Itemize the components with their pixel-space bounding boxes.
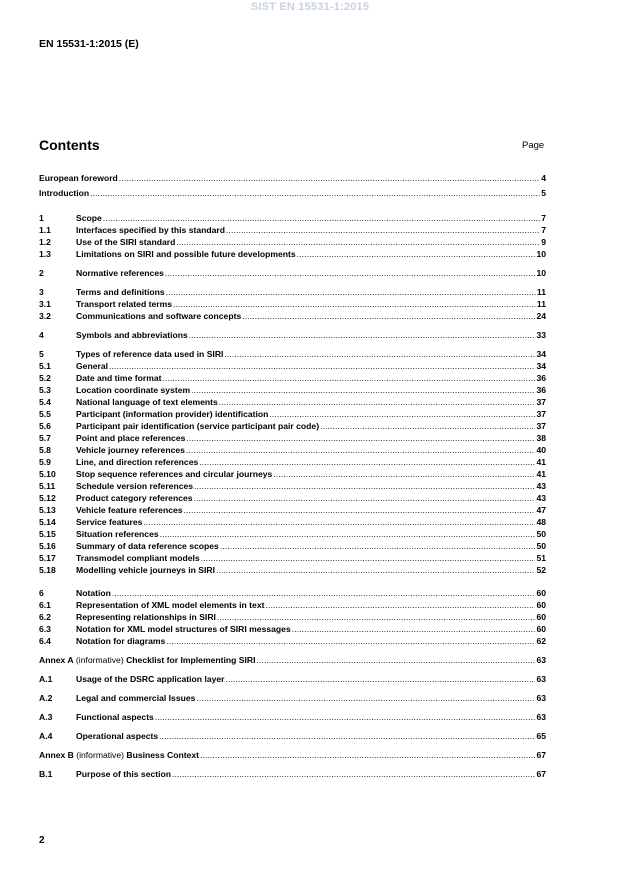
toc-leader-dots: [143, 516, 535, 528]
toc-section-number: 5.10: [39, 469, 56, 479]
toc-section-number: 6.2: [39, 612, 51, 622]
toc-title-text: Functional aspects: [76, 712, 154, 722]
toc-title-text: Interfaces specified by this standard: [76, 225, 226, 235]
toc-title-text: Point and place references: [76, 433, 186, 443]
toc-title-text: Location coordinate system: [76, 385, 191, 395]
toc-entry[interactable]: [39, 187, 546, 199]
toc-section-title: [76, 564, 215, 576]
toc-title-text: Situation references: [76, 529, 159, 539]
toc-entry[interactable]: [39, 599, 546, 611]
toc-page-number: 24: [536, 311, 546, 321]
toc-leader-dots: [200, 749, 535, 761]
toc-entry[interactable]: [39, 372, 546, 384]
toc-section-number: 5.4: [39, 397, 51, 407]
toc-page-number: 5: [541, 188, 546, 198]
toc-title-text: Terms and definitions: [76, 287, 165, 297]
toc-entry[interactable]: [39, 480, 546, 492]
toc-section-number: 5.12: [39, 493, 56, 503]
toc-entry[interactable]: [39, 329, 546, 341]
toc-title-text: National language of text elements: [76, 397, 218, 407]
toc-section-number: 4: [39, 330, 44, 340]
toc-section-title: [76, 552, 200, 564]
toc-section-title: [76, 396, 218, 408]
toc-page-number: 9: [541, 237, 546, 247]
toc-leader-dots: [196, 692, 535, 704]
toc-title-text: European foreword: [39, 173, 118, 183]
toc-page-number: 60: [536, 588, 546, 598]
toc-leader-dots: [273, 468, 535, 480]
toc-section-number: 6.4: [39, 636, 51, 646]
toc-page-number: 47: [536, 505, 546, 515]
toc-section-number: 5.17: [39, 553, 56, 563]
toc-title-text: Annex B: [39, 750, 74, 760]
toc-entry[interactable]: [39, 635, 546, 647]
toc-page-number: 48: [536, 517, 546, 527]
toc-entry[interactable]: [39, 468, 546, 480]
toc-title-text: Line, and direction references: [76, 457, 199, 467]
toc-page-number: 37: [536, 421, 546, 431]
toc-section-title: [76, 599, 264, 611]
toc-section-number: 1.1: [39, 225, 51, 235]
toc-annex-title: Business Context: [126, 750, 199, 760]
toc-leader-dots: [201, 552, 536, 564]
toc-entry[interactable]: [39, 623, 546, 635]
toc-page-number: 41: [536, 457, 546, 467]
toc-title-text: Usage of the DSRC application layer: [76, 674, 225, 684]
toc-entry[interactable]: [39, 768, 546, 780]
toc-leader-dots: [155, 711, 536, 723]
toc-title-text: Purpose of this section: [76, 769, 172, 779]
toc-title-text: Introduction: [39, 188, 90, 198]
toc-entry[interactable]: [39, 692, 546, 704]
toc-section-title: [76, 360, 108, 372]
toc-section-title: [76, 310, 241, 322]
toc-section-number: 5.8: [39, 445, 51, 455]
toc-leader-dots: [242, 310, 535, 322]
toc-title-text: Vehicle feature references: [76, 505, 183, 515]
toc-entry[interactable]: [39, 408, 546, 420]
toc-entry[interactable]: [39, 711, 546, 723]
toc-title-text: Operational aspects: [76, 731, 159, 741]
toc-entry[interactable]: [39, 212, 546, 224]
toc-page-number: 50: [536, 529, 546, 539]
toc-page-number: 52: [536, 565, 546, 575]
toc-leader-dots: [194, 492, 536, 504]
toc-section-number: 3.1: [39, 299, 51, 309]
toc-section-title: [76, 587, 111, 599]
toc-section-title: [76, 298, 172, 310]
contents-title: Contents: [39, 137, 100, 153]
toc-entry[interactable]: [39, 348, 546, 360]
toc-section-title: [76, 730, 158, 742]
toc-page-number: 67: [536, 769, 546, 779]
toc-entry[interactable]: [39, 673, 546, 685]
toc-section-number: 5.2: [39, 373, 51, 383]
toc-entry[interactable]: [39, 492, 546, 504]
toc-entry[interactable]: [39, 310, 546, 322]
toc-page-number: 36: [536, 373, 546, 383]
toc-page-number: 7: [541, 213, 546, 223]
toc-title-text: Annex A: [39, 655, 74, 665]
toc-section-number: 5.1: [39, 361, 51, 371]
toc-entry[interactable]: [39, 516, 546, 528]
toc-leader-dots: [189, 329, 536, 341]
toc-entry[interactable]: [39, 540, 546, 552]
toc-section-title: [76, 516, 142, 528]
toc-page-number: 62: [536, 636, 546, 646]
toc-leader-dots: [160, 528, 536, 540]
toc-section-number: 6: [39, 588, 44, 598]
toc-section-title: [39, 172, 118, 184]
toc-leader-dots: [172, 768, 535, 780]
toc-section-number: 5.15: [39, 529, 56, 539]
toc-title-text: Limitations on SIRI and possible future developments: [76, 249, 296, 259]
toc-section-title: [76, 504, 183, 516]
toc-section-number: 6.1: [39, 600, 51, 610]
watermark: SIST EN 15531-1:2015: [250, 1, 370, 13]
toc-section-title: [76, 540, 219, 552]
toc-section-title: [76, 444, 185, 456]
toc-section-title: [76, 248, 296, 260]
toc-title-text: Modelling vehicle journeys in SIRI: [76, 565, 215, 575]
toc-section-title: [76, 212, 102, 224]
page-column-label: Page: [522, 140, 545, 151]
toc-page-number: 11: [536, 287, 546, 297]
toc-section-title: [76, 236, 175, 248]
toc-leader-dots: [216, 564, 535, 576]
toc-leader-dots: [199, 456, 535, 468]
toc-leader-dots: [191, 384, 535, 396]
toc-title-text: Service features: [76, 517, 143, 527]
toc-page-number: 11: [536, 299, 546, 309]
document-id: EN 15531-1:2015 (E): [39, 38, 139, 50]
toc-title-text: Notation for diagrams: [76, 636, 166, 646]
toc-page-number: 63: [536, 655, 546, 665]
toc-section-number: 1: [39, 213, 44, 223]
toc-title-text: Vehicle journey references: [76, 445, 185, 455]
toc-title-text: Representing relationships in SIRI: [76, 612, 216, 622]
toc-leader-dots: [226, 224, 540, 236]
toc-section-title: [76, 372, 161, 384]
toc-section-number: 5.11: [39, 481, 56, 491]
toc-title-text: Summary of data reference scopes: [76, 541, 219, 551]
toc-page-number: 60: [536, 624, 546, 634]
toc-leader-dots: [320, 420, 535, 432]
toc-leader-dots: [186, 432, 535, 444]
toc-entry[interactable]: [39, 456, 546, 468]
toc-entry[interactable]: [39, 384, 546, 396]
toc-section-title: [76, 456, 198, 468]
toc-title-text: Date and time format: [76, 373, 162, 383]
toc-page-number: 67: [536, 750, 546, 760]
toc-section-number: 5.3: [39, 385, 51, 395]
toc-section-title: [39, 749, 199, 761]
toc-leader-dots: [226, 673, 536, 685]
toc-entry[interactable]: [39, 298, 546, 310]
toc-page-number: 51: [536, 553, 546, 563]
toc-section-title: [76, 492, 193, 504]
toc-title-text: Legal and commercial Issues: [76, 693, 196, 703]
toc-leader-dots: [159, 730, 535, 742]
toc-page-number: 65: [536, 731, 546, 741]
toc-entry[interactable]: [39, 360, 546, 372]
toc-page-number: 34: [536, 361, 546, 371]
toc-entry[interactable]: [39, 172, 546, 184]
toc-entry[interactable]: [39, 432, 546, 444]
toc-section-title: [76, 432, 185, 444]
toc-page-number: 60: [536, 600, 546, 610]
toc-leader-dots: [217, 611, 536, 623]
toc-title-text: Notation: [76, 588, 111, 598]
toc-page-number: 40: [536, 445, 546, 455]
toc-entry[interactable]: [39, 611, 546, 623]
toc-section-title: [76, 611, 216, 623]
toc-entry[interactable]: [39, 730, 546, 742]
toc-page-number: 43: [536, 493, 546, 503]
toc-section-number: 5.18: [39, 565, 56, 575]
toc-section-title: [76, 267, 164, 279]
toc-page-number: 36: [536, 385, 546, 395]
toc-page-number: 33: [536, 330, 546, 340]
toc-leader-dots: [166, 635, 535, 647]
toc-page-number: 34: [536, 349, 546, 359]
toc-page-number: 10: [536, 249, 546, 259]
toc-page-number: 37: [536, 397, 546, 407]
toc-section-title: [76, 480, 193, 492]
toc-leader-dots: [256, 654, 535, 666]
toc-section-title: [39, 187, 89, 199]
toc-section-number: 3.2: [39, 311, 51, 321]
toc-section-number: A.2: [39, 693, 53, 703]
toc-section-title: [76, 468, 272, 480]
toc-leader-dots: [292, 623, 536, 635]
toc-section-title: [76, 420, 319, 432]
toc-section-title: [76, 329, 188, 341]
toc-title-text: Stop sequence references and circular journeys: [76, 469, 273, 479]
toc-page-number: 37: [536, 409, 546, 419]
toc-leader-dots: [184, 504, 536, 516]
toc-entry[interactable]: [39, 749, 546, 761]
toc-entry[interactable]: [39, 224, 546, 236]
toc-annex-title: Checklist for Implementing SIRI: [126, 655, 256, 665]
toc-entry[interactable]: [39, 528, 546, 540]
toc-section-title: [76, 384, 190, 396]
toc-section-number: 5.6: [39, 421, 51, 431]
toc-page-number: 63: [536, 674, 546, 684]
toc-section-title: [76, 692, 195, 704]
toc-page-number: 38: [536, 433, 546, 443]
toc-leader-dots: [166, 286, 536, 298]
toc-entry[interactable]: [39, 286, 546, 298]
toc-page-number: 43: [536, 481, 546, 491]
toc-leader-dots: [119, 172, 540, 184]
toc-title-text: General: [76, 361, 109, 371]
toc-leader-dots: [173, 298, 536, 310]
toc-leader-dots: [194, 480, 535, 492]
toc-section-title: [76, 286, 165, 298]
toc-page-number: 63: [536, 712, 546, 722]
toc-entry[interactable]: [39, 420, 546, 432]
toc-annex-note: (informative): [73, 655, 127, 665]
toc-entry[interactable]: [39, 248, 546, 260]
toc-entry[interactable]: [39, 396, 546, 408]
page-number: 2: [39, 835, 45, 846]
toc-leader-dots: [103, 212, 540, 224]
toc-section-number: 5.7: [39, 433, 51, 443]
toc-section-title: [76, 528, 159, 540]
toc-section-number: 3: [39, 287, 44, 297]
toc-entry[interactable]: [39, 587, 546, 599]
toc-title-text: Participant (information provider) identification: [76, 409, 269, 419]
toc-title-text: Symbols and abbreviations: [76, 330, 188, 340]
toc-section-number: 5.13: [39, 505, 56, 515]
toc-entry[interactable]: [39, 504, 546, 516]
toc-title-text: Transport related terms: [76, 299, 172, 309]
toc-leader-dots: [224, 348, 535, 360]
toc-entry[interactable]: [39, 564, 546, 576]
toc-title-text: Representation of XML model elements in text: [76, 600, 265, 610]
toc-annex-note: (informative): [73, 750, 127, 760]
toc-page-number: 60: [536, 612, 546, 622]
toc-leader-dots: [269, 408, 535, 420]
toc-leader-dots: [186, 444, 536, 456]
toc-section-number: 5.5: [39, 409, 51, 419]
toc-section-number: 5.14: [39, 517, 56, 527]
toc-entry[interactable]: [39, 444, 546, 456]
toc-title-text: Notation for XML model structures of SIRI messages: [76, 624, 291, 634]
toc-page-number: 4: [541, 173, 546, 183]
toc-page-number: 7: [541, 225, 546, 235]
toc-entry[interactable]: [39, 552, 546, 564]
toc-page-number: 10: [536, 268, 546, 278]
toc-title-text: Use of the SIRI standard: [76, 237, 176, 247]
toc-section-number: A.3: [39, 712, 53, 722]
toc-section-number: A.4: [39, 731, 53, 741]
toc-section-title: [76, 673, 225, 685]
toc-section-number: 1.2: [39, 237, 51, 247]
toc-title-text: Normative references: [76, 268, 164, 278]
toc-section-number: A.1: [39, 674, 53, 684]
toc-title-text: Types of reference data used in SIRI: [76, 349, 224, 359]
toc-title-text: Participant pair identification (service participant pair code): [76, 421, 320, 431]
toc-title-text: Communications and software concepts: [76, 311, 242, 321]
toc-entry[interactable]: [39, 267, 546, 279]
toc-section-number: 5: [39, 349, 44, 359]
toc-section-title: [76, 224, 225, 236]
toc-section-number: 2: [39, 268, 44, 278]
toc-title-text: Schedule version references: [76, 481, 194, 491]
toc-section-title: [76, 408, 268, 420]
toc-page-number: 50: [536, 541, 546, 551]
toc-leader-dots: [109, 360, 535, 372]
toc-entry[interactable]: [39, 236, 546, 248]
toc-section-number: 6.3: [39, 624, 51, 634]
toc-leader-dots: [220, 540, 536, 552]
toc-section-title: [76, 768, 171, 780]
toc-section-number: 5.9: [39, 457, 51, 467]
toc-leader-dots: [165, 267, 536, 279]
toc-section-number: 5.16: [39, 541, 56, 551]
toc-section-title: [76, 623, 291, 635]
toc-section-title: [76, 711, 154, 723]
toc-title-text: Scope: [76, 213, 102, 223]
toc-title-text: Product category references: [76, 493, 193, 503]
toc-leader-dots: [297, 248, 536, 260]
toc-page-number: 63: [536, 693, 546, 703]
toc-entry[interactable]: [39, 654, 546, 666]
toc-section-title: [76, 635, 165, 647]
toc-section-number: B.1: [39, 769, 53, 779]
toc-title-text: Transmodel compliant models: [76, 553, 200, 563]
toc-section-title: [39, 654, 255, 666]
toc-page-number: 41: [536, 469, 546, 479]
toc-leader-dots: [265, 599, 535, 611]
toc-leader-dots: [219, 396, 536, 408]
toc-section-number: 1.3: [39, 249, 51, 259]
toc-leader-dots: [90, 187, 540, 199]
toc-leader-dots: [162, 372, 535, 384]
toc-leader-dots: [176, 236, 540, 248]
toc-section-title: [76, 348, 223, 360]
toc-leader-dots: [112, 587, 536, 599]
